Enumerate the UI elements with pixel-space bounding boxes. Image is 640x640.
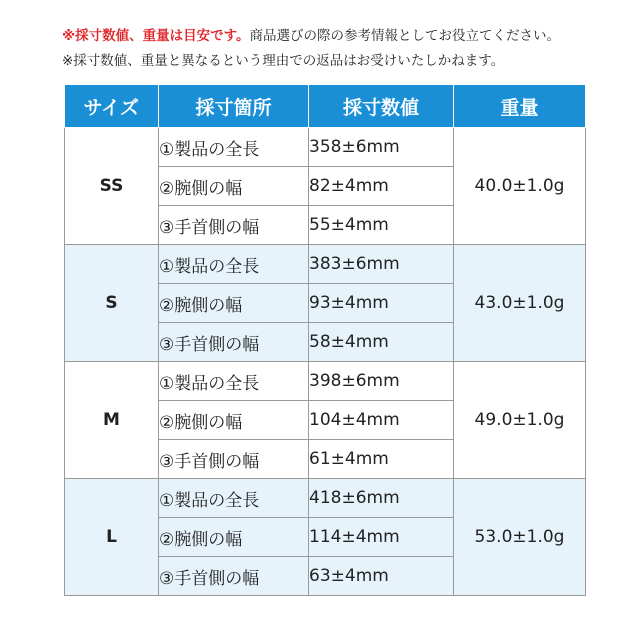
measure-point-cell: ②腕側の幅 bbox=[159, 284, 309, 323]
measure-point-cell: ①製品の全長 bbox=[159, 245, 309, 284]
header-part: 採寸箇所 bbox=[159, 85, 309, 128]
table-row bbox=[65, 245, 586, 284]
measure-point-cell: ②腕側の幅 bbox=[159, 167, 309, 206]
header-size: サイズ bbox=[65, 85, 159, 128]
measure-point-cell: ①製品の全長 bbox=[159, 362, 309, 401]
weight-cell: 43.0±1.0g bbox=[454, 245, 586, 362]
measure-point-cell: ①製品の全長 bbox=[159, 128, 309, 167]
measure-value-cell: 82±4mm bbox=[309, 167, 454, 206]
measure-value-cell: 58±4mm bbox=[309, 323, 454, 362]
note-text: 商品選びの際の参考情報としてお役立てください。 bbox=[249, 28, 561, 44]
measure-value-cell: 104±4mm bbox=[309, 401, 454, 440]
weight-cell: 49.0±1.0g bbox=[454, 362, 586, 479]
note-text: ※採寸数値、重量と異なるという理由での返品はお受けいたしかねます。 bbox=[62, 53, 505, 69]
measure-value-cell: 61±4mm bbox=[309, 440, 454, 479]
measure-point-cell: ③手首側の幅 bbox=[159, 557, 309, 596]
measure-value-cell: 398±6mm bbox=[309, 362, 454, 401]
measure-point-cell: ③手首側の幅 bbox=[159, 440, 309, 479]
note-emphasis: ※採寸数値、重量は目安です。 bbox=[62, 28, 250, 44]
notes bbox=[62, 24, 560, 74]
note-line-1 bbox=[62, 24, 560, 49]
table-row bbox=[65, 479, 586, 518]
table-header-row bbox=[65, 85, 586, 128]
size-cell: S bbox=[65, 245, 159, 362]
weight-cell: 53.0±1.0g bbox=[454, 479, 586, 596]
table-row bbox=[65, 128, 586, 167]
measure-value-cell: 55±4mm bbox=[309, 206, 454, 245]
weight-cell: 40.0±1.0g bbox=[454, 128, 586, 245]
size-table bbox=[64, 84, 586, 596]
measure-value-cell: 418±6mm bbox=[309, 479, 454, 518]
size-cell: L bbox=[65, 479, 159, 596]
measure-point-cell: ③手首側の幅 bbox=[159, 323, 309, 362]
measure-value-cell: 63±4mm bbox=[309, 557, 454, 596]
note-line-2 bbox=[62, 49, 560, 74]
measure-point-cell: ②腕側の幅 bbox=[159, 518, 309, 557]
measure-value-cell: 358±6mm bbox=[309, 128, 454, 167]
measure-value-cell: 383±6mm bbox=[309, 245, 454, 284]
header-value: 採寸数値 bbox=[309, 85, 454, 128]
table-row bbox=[65, 362, 586, 401]
size-cell: SS bbox=[65, 128, 159, 245]
measure-value-cell: 93±4mm bbox=[309, 284, 454, 323]
measure-point-cell: ②腕側の幅 bbox=[159, 401, 309, 440]
table-body bbox=[65, 128, 586, 596]
measure-point-cell: ①製品の全長 bbox=[159, 479, 309, 518]
header-weight: 重量 bbox=[454, 85, 586, 128]
measure-point-cell: ③手首側の幅 bbox=[159, 206, 309, 245]
size-cell: M bbox=[65, 362, 159, 479]
measure-value-cell: 114±4mm bbox=[309, 518, 454, 557]
